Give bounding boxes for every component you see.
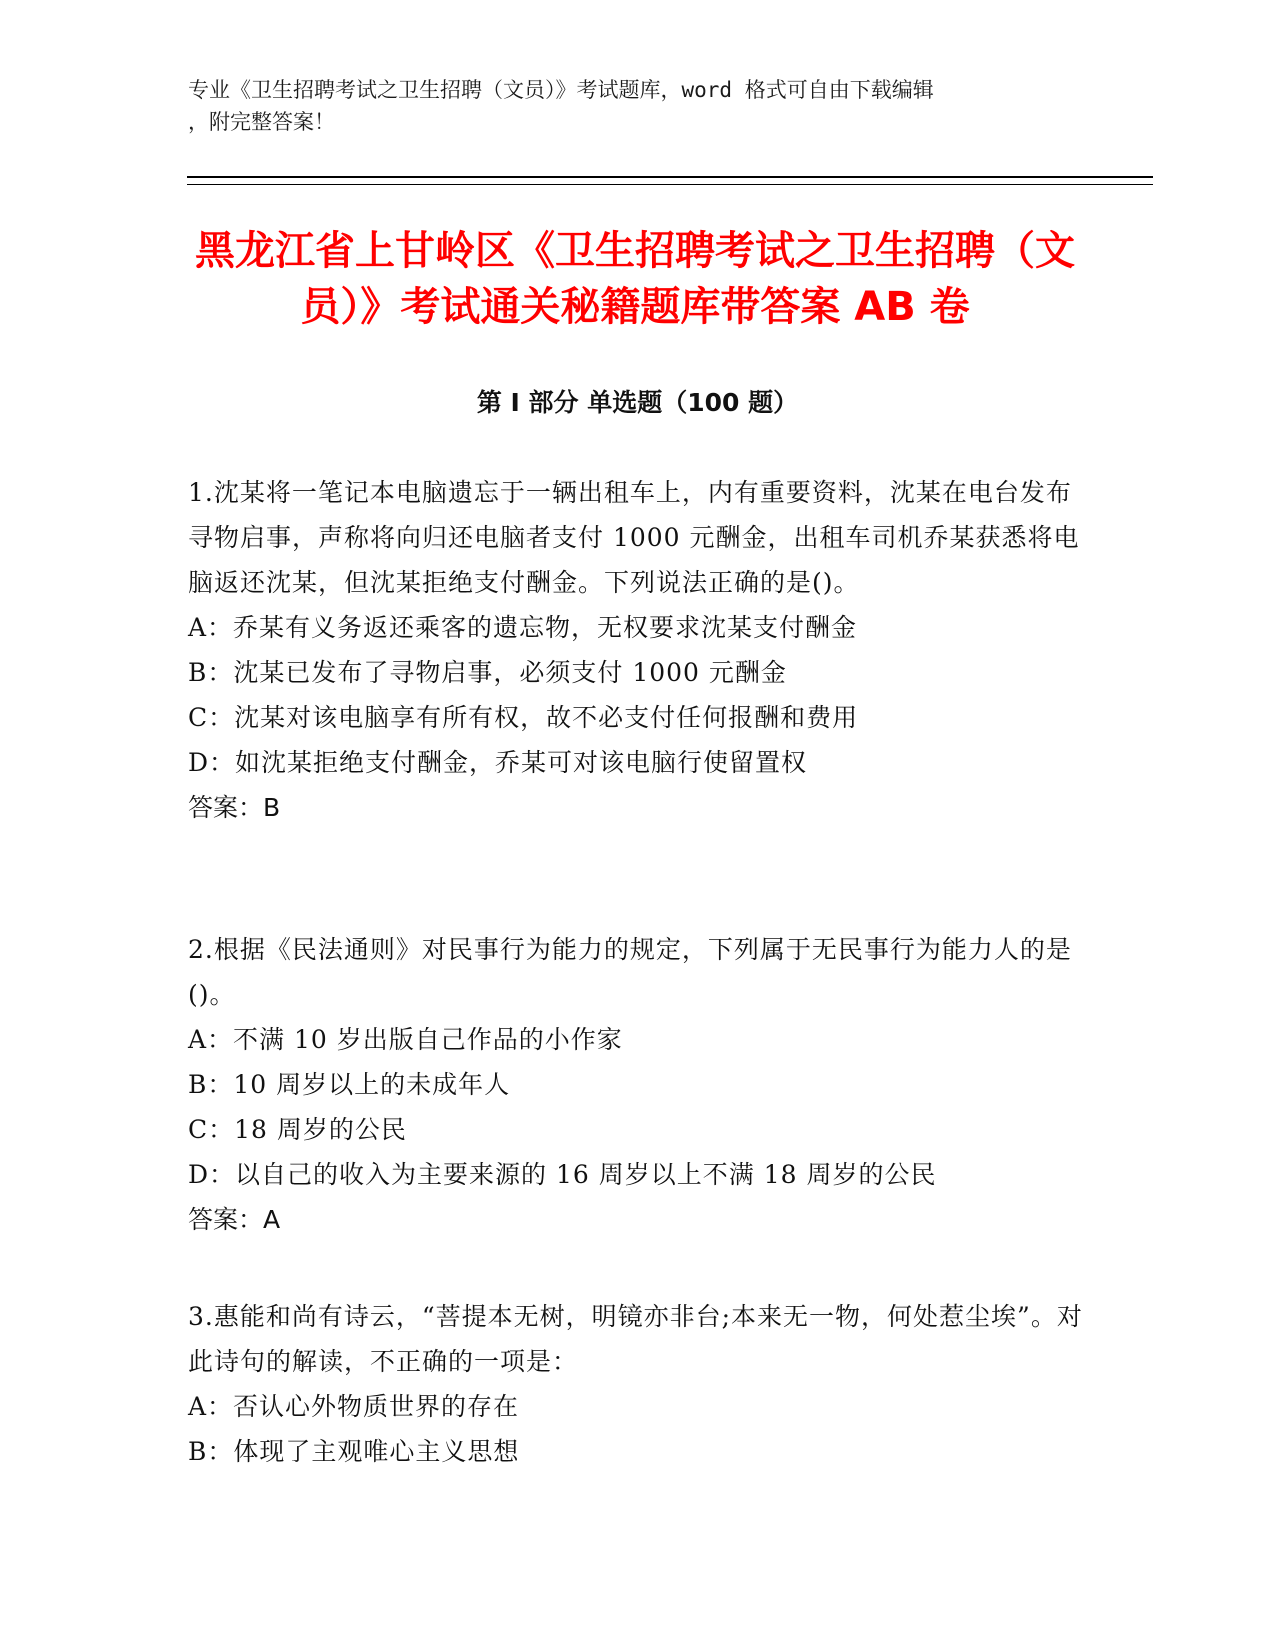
- option-b: B：体现了主观唯心主义思想: [188, 1437, 520, 1466]
- option-b: B：10 周岁以上的未成年人: [188, 1070, 511, 1099]
- question-2: [188, 927, 1088, 1242]
- header-divider-thick: [187, 176, 1153, 178]
- section-title: 第 I 部分 单选题（100 题）: [476, 388, 799, 417]
- question-3: [188, 1294, 1088, 1474]
- question-stem: 2.根据《民法通则》对民事行为能力的规定，下列属于无民事行为能力人的是()。: [188, 935, 1072, 1009]
- option-c: C：18 周岁的公民: [188, 1115, 407, 1144]
- header-divider-thin: [187, 184, 1153, 185]
- option-a: A：不满 10 岁出版自己作品的小作家: [188, 1025, 623, 1054]
- option-a: A：否认心外物质世界的存在: [188, 1392, 520, 1421]
- option-b: B：沈某已发布了寻物启事，必须支付 1000 元酬金: [188, 658, 787, 687]
- option-d: D：以自己的收入为主要来源的 16 周岁以上不满 18 周岁的公民: [188, 1160, 937, 1189]
- header-note: 专业《卫生招聘考试之卫生招聘（文员）》考试题库，word 格式可自由下载编辑 ，附完整答案！: [188, 78, 934, 134]
- option-a: A：乔某有义务返还乘客的遗忘物，无权要求沈某支付酬金: [188, 613, 858, 642]
- option-c: C：沈某对该电脑享有所有权，故不必支付任何报酬和费用: [188, 703, 859, 732]
- question-stem: 3.惠能和尚有诗云，“菩提本无树，明镜亦非台;本来无一物，何处惹尘埃”。对此诗句的解读，不正确的一项是：: [188, 1302, 1083, 1376]
- document-title: 黑龙江省上甘岭区《卫生招聘考试之卫生招聘（文员）》考试通关秘籍题库带答案 AB 卷: [195, 228, 1075, 330]
- answer: 答案：A: [188, 1205, 281, 1234]
- question-stem: 1.沈某将一笔记本电脑遗忘于一辆出租车上，内有重要资料，沈某在电台发布寻物启事，声称将向归还电脑者支付 1000 元酬金，出租车司机乔某获悉将电脑返还沈某，但沈某拒绝支付酬金。下列说法正确的是()。: [188, 478, 1080, 597]
- option-d: D：如沈某拒绝支付酬金，乔某可对该电脑行使留置权: [188, 748, 808, 777]
- question-1: [188, 470, 1088, 830]
- answer: 答案：B: [188, 793, 281, 822]
